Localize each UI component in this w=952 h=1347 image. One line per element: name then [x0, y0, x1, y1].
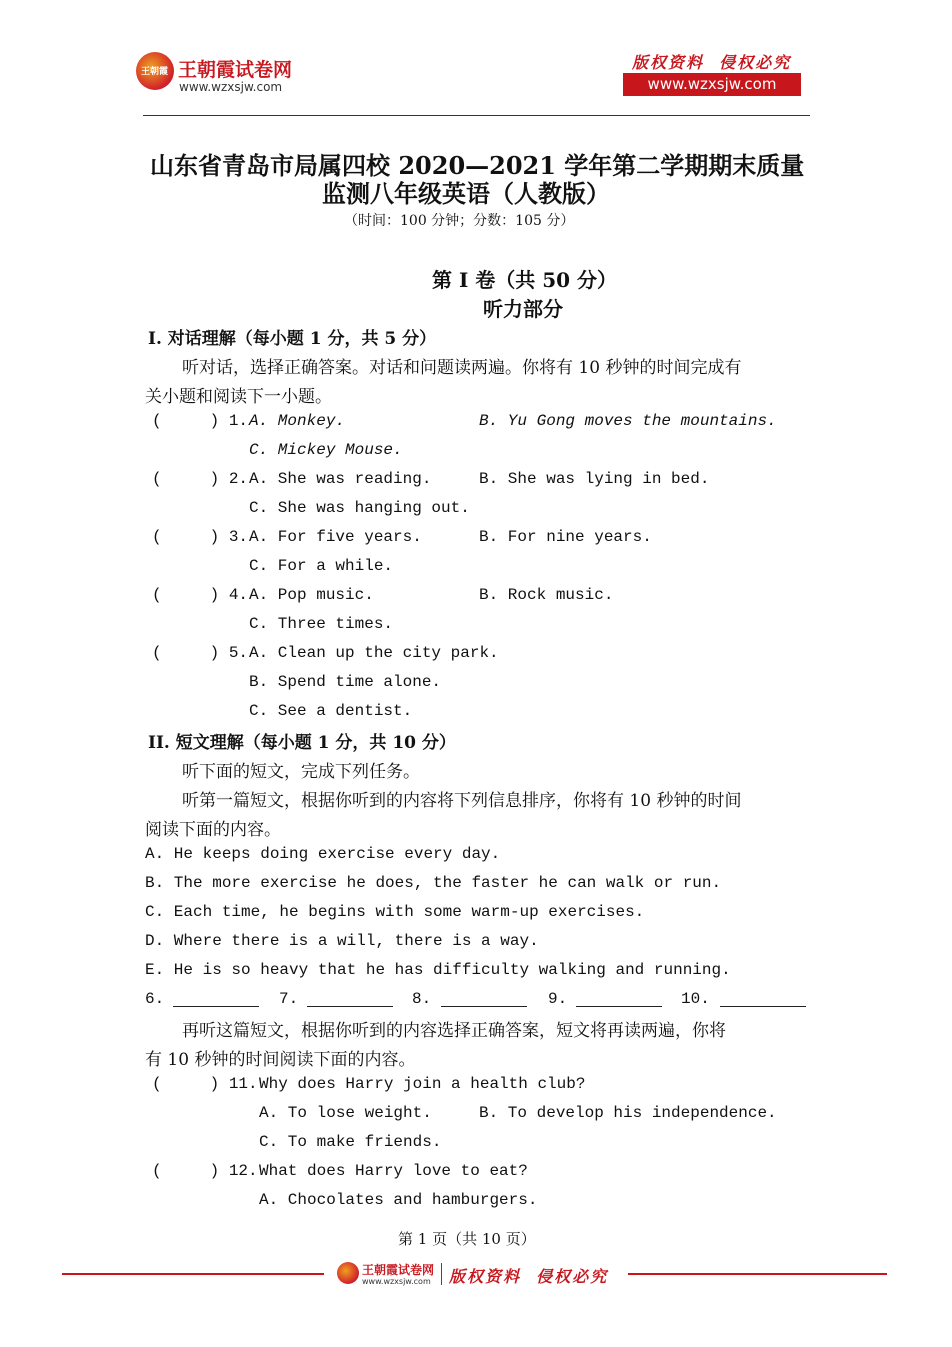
question-text: Why does Harry join a health club? — [259, 1075, 586, 1093]
list-item: C. Each time, he begins with some warm-up exercises. — [145, 903, 645, 921]
blank-label: 7. — [279, 990, 299, 1008]
part1-instruction-2: 关小题和阅读下一小题。 — [145, 387, 332, 407]
option-a[interactable]: A. Monkey. — [249, 412, 346, 430]
header-divider — [143, 115, 810, 116]
url-banner[interactable]: www.wzxsjw.com — [623, 73, 801, 96]
part2-heading: II. 短文理解（每小题 1 分，共 10 分） — [148, 733, 456, 753]
blank-label: 9. — [548, 990, 568, 1008]
answer-blank[interactable] — [173, 992, 259, 1007]
question-number: ( ) 12. — [152, 1162, 258, 1180]
option-b[interactable]: B. She was lying in bed. — [479, 470, 710, 488]
footer-rights: 版权资料 侵权必究 — [449, 1267, 609, 1286]
footer-line-left — [62, 1273, 324, 1275]
part1-heading: I. 对话理解（每小题 1 分，共 5 分） — [148, 329, 437, 349]
section-volume: 第 I 卷（共 50 分） — [432, 268, 618, 292]
option-b[interactable]: B. For nine years. — [479, 528, 652, 546]
option-b[interactable]: B. Rock music. — [479, 586, 614, 604]
option-c[interactable]: C. Three times. — [249, 615, 394, 633]
part2-instruction-4: 再听这篇短文，根据你听到的内容选择正确答案，短文将再读两遍，你将 — [182, 1021, 726, 1041]
option-a[interactable]: A. Clean up the city park. — [249, 644, 499, 662]
part2-instruction-5: 有 10 秒钟的时间阅读下面的内容。 — [145, 1050, 416, 1070]
list-item: B. The more exercise he does, the faster he can walk or run. — [145, 874, 722, 892]
blank-label: 6. — [145, 990, 165, 1008]
answer-blank[interactable] — [307, 992, 393, 1007]
footer-brand-name: 王朝霞试卷网 — [362, 1263, 435, 1277]
question-number: ( ) 11. — [152, 1075, 258, 1093]
option-c[interactable]: C. She was hanging out. — [249, 499, 470, 517]
answer-blank[interactable] — [720, 992, 806, 1007]
list-item: D. Where there is a will, there is a way. — [145, 932, 539, 950]
footer-brand-url[interactable]: www.wzxsjw.com — [362, 1277, 431, 1286]
brand-logo — [136, 52, 174, 90]
list-item: A. He keeps doing exercise every day. — [145, 845, 501, 863]
question-text: What does Harry love to eat? — [259, 1162, 528, 1180]
page-title-line2: 监测八年级英语（人教版） — [322, 179, 610, 208]
option-a[interactable]: A. She was reading. — [249, 470, 432, 488]
brand-url[interactable]: www.wzxsjw.com — [179, 80, 283, 94]
option-c[interactable]: C. See a dentist. — [249, 702, 413, 720]
option-c[interactable]: C. For a while. — [249, 557, 394, 575]
option-b[interactable]: B. Yu Gong moves the mountains. — [479, 412, 777, 430]
option-c[interactable]: C. Mickey Mouse. — [249, 441, 403, 459]
question-number: ( ) 1. — [152, 412, 249, 430]
brand-name: 王朝霞试卷网 — [178, 59, 293, 81]
blank-label: 8. — [412, 990, 432, 1008]
option-a[interactable]: A. Chocolates and hamburgers. — [259, 1191, 538, 1209]
footer-logo-icon — [337, 1262, 359, 1284]
page-number: 第 1 页（共 10 页） — [398, 1230, 536, 1248]
page-title-line1: 山东省青岛市局属四校 2020—2021 学年第二学期期末质量 — [150, 151, 805, 180]
rights-notice: 版权资料 侵权必究 — [632, 53, 792, 72]
option-c[interactable]: C. To make friends. — [259, 1133, 442, 1151]
question-number: ( ) 4. — [152, 586, 249, 604]
footer-line-right — [628, 1273, 887, 1275]
part2-instruction-2: 听第一篇短文，根据你听到的内容将下列信息排序，你将有 10 秒钟的时间 — [182, 791, 742, 811]
question-number: ( ) 5. — [152, 644, 249, 662]
answer-blank[interactable] — [576, 992, 662, 1007]
option-a[interactable]: A. Pop music. — [249, 586, 374, 604]
option-a[interactable]: A. To lose weight. — [259, 1104, 432, 1122]
answer-blank[interactable] — [441, 992, 527, 1007]
option-b[interactable]: B. Spend time alone. — [249, 673, 442, 691]
logo-text: 王朝霞 — [141, 67, 169, 77]
part1-instruction-1: 听对话，选择正确答案。对话和问题读两遍。你将有 10 秒钟的时间完成有 — [182, 358, 742, 378]
footer-separator — [441, 1263, 442, 1285]
blank-label: 10. — [681, 990, 710, 1008]
question-number: ( ) 2. — [152, 470, 249, 488]
option-b[interactable]: B. To develop his independence. — [479, 1104, 777, 1122]
section-part: 听力部分 — [483, 297, 563, 321]
list-item: E. He is so heavy that he has difficulty walking and running. — [145, 961, 731, 979]
option-a[interactable]: A. For five years. — [249, 528, 422, 546]
part2-instruction-3: 阅读下面的内容。 — [145, 820, 281, 840]
exam-meta: （时间：100 分钟；分数：105 分） — [344, 213, 575, 229]
question-number: ( ) 3. — [152, 528, 249, 546]
part2-instruction-1: 听下面的短文，完成下列任务。 — [182, 762, 420, 782]
